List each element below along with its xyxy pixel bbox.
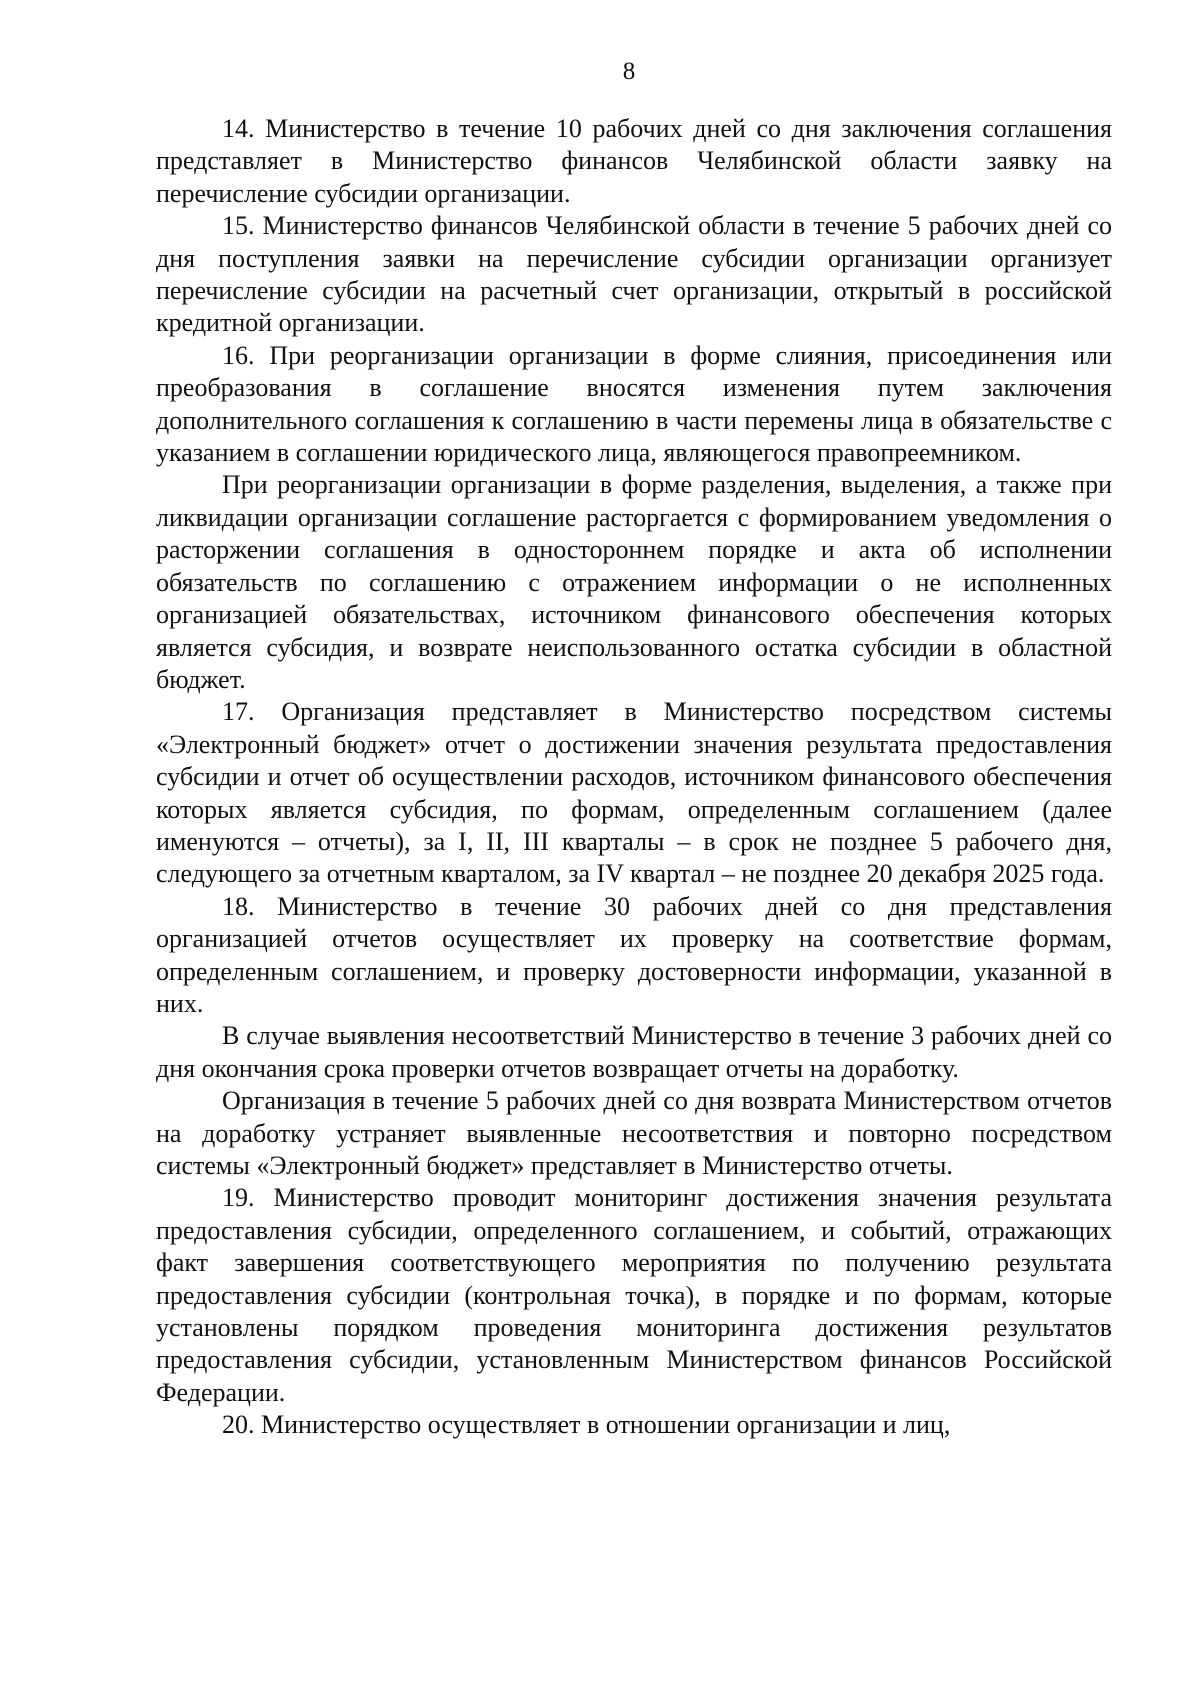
paragraph-15: 15. Министерство финансов Челябинской области в течение 5 рабочих дней со дня поступления заявки на перечисление субсидии организации организует перечисление субсидии на расчетный счет организации, открытый в российской кредитной организации. bbox=[156, 211, 1112, 338]
paragraph-20: 20. Министерство осуществляет в отношении организации и лиц, bbox=[222, 1410, 951, 1440]
page-number: 8 bbox=[622, 58, 636, 85]
paragraph-18-continued-1: В случае выявления несоответствий Министерство в течение 3 рабочих дней со дня окончания срока проверки отчетов возвращает отчеты на доработку. bbox=[156, 1021, 1112, 1083]
paragraph-19: 19. Министерство проводит мониторинг достижения значения результата предоставления субсидии, определенного соглашением, и событий, отражающих факт завершения соответствующего мероприятия по получению результата предоставления субсидии (контрольная точка), в порядке и по формам, которые установлены порядком проведения мониторинга достижения результатов предоставления субсидии, установленным Министерством финансов Российской Федерации. bbox=[156, 1183, 1112, 1407]
document-body bbox=[156, 113, 1112, 1442]
paragraph-17: 17. Организация представляет в Министерство посредством системы «Электронный бюджет» отчет о достижении значения результата предоставления субсидии и отчет об осуществлении расходов, источником финансового обеспечения которых является субсидия, по формам, определенным соглашением (далее именуются – отчеты), за I, II, III кварталы – в срок не позднее 5 рабочего дня, следующего за отчетным кварталом, за IV квартал – не позднее 20 декабря 2025 года. bbox=[156, 697, 1112, 889]
paragraph-18: 18. Министерство в течение 30 рабочих дней со дня представления организацией отчетов осуществляет их проверку на соответствие формам, определенным соглашением, и проверку достоверности информации, указанной в них. bbox=[156, 891, 1112, 1018]
paragraph-18-continued-2: Организация в течение 5 рабочих дней со дня возврата Министерством отчетов на доработку устраняет выявленные несоответствия и повторно посредством системы «Электронный бюджет» представляет в Министерство отчеты. bbox=[156, 1086, 1112, 1180]
paragraph-14: 14. Министерство в течение 10 рабочих дней со дня заключения соглашения представляет в Министерство финансов Челябинской области заявку на перечисление субсидии организации. bbox=[156, 114, 1112, 208]
paragraph-16: 16. При реорганизации организации в форме слияния, присоединения или преобразования в соглашение вносятся изменения путем заключения дополнительного соглашения к соглашению в части перемены лица в обязательстве с указанием в соглашении юридического лица, являющегося правопреемником. bbox=[156, 340, 1112, 468]
paragraph-16-continued: При реорганизации организации в форме разделения, выделения, а также при ликвидации организации соглашение расторгается с формированием уведомления о расторжении соглашения в одностороннем порядке и акта об исполнении обязательств по соглашению с отражением информации о не исполненных организацией обязательствах, источником финансового обеспечения которых является субсидия, и возврате неиспользованного остатка субсидии в областной бюджет. bbox=[156, 470, 1112, 694]
